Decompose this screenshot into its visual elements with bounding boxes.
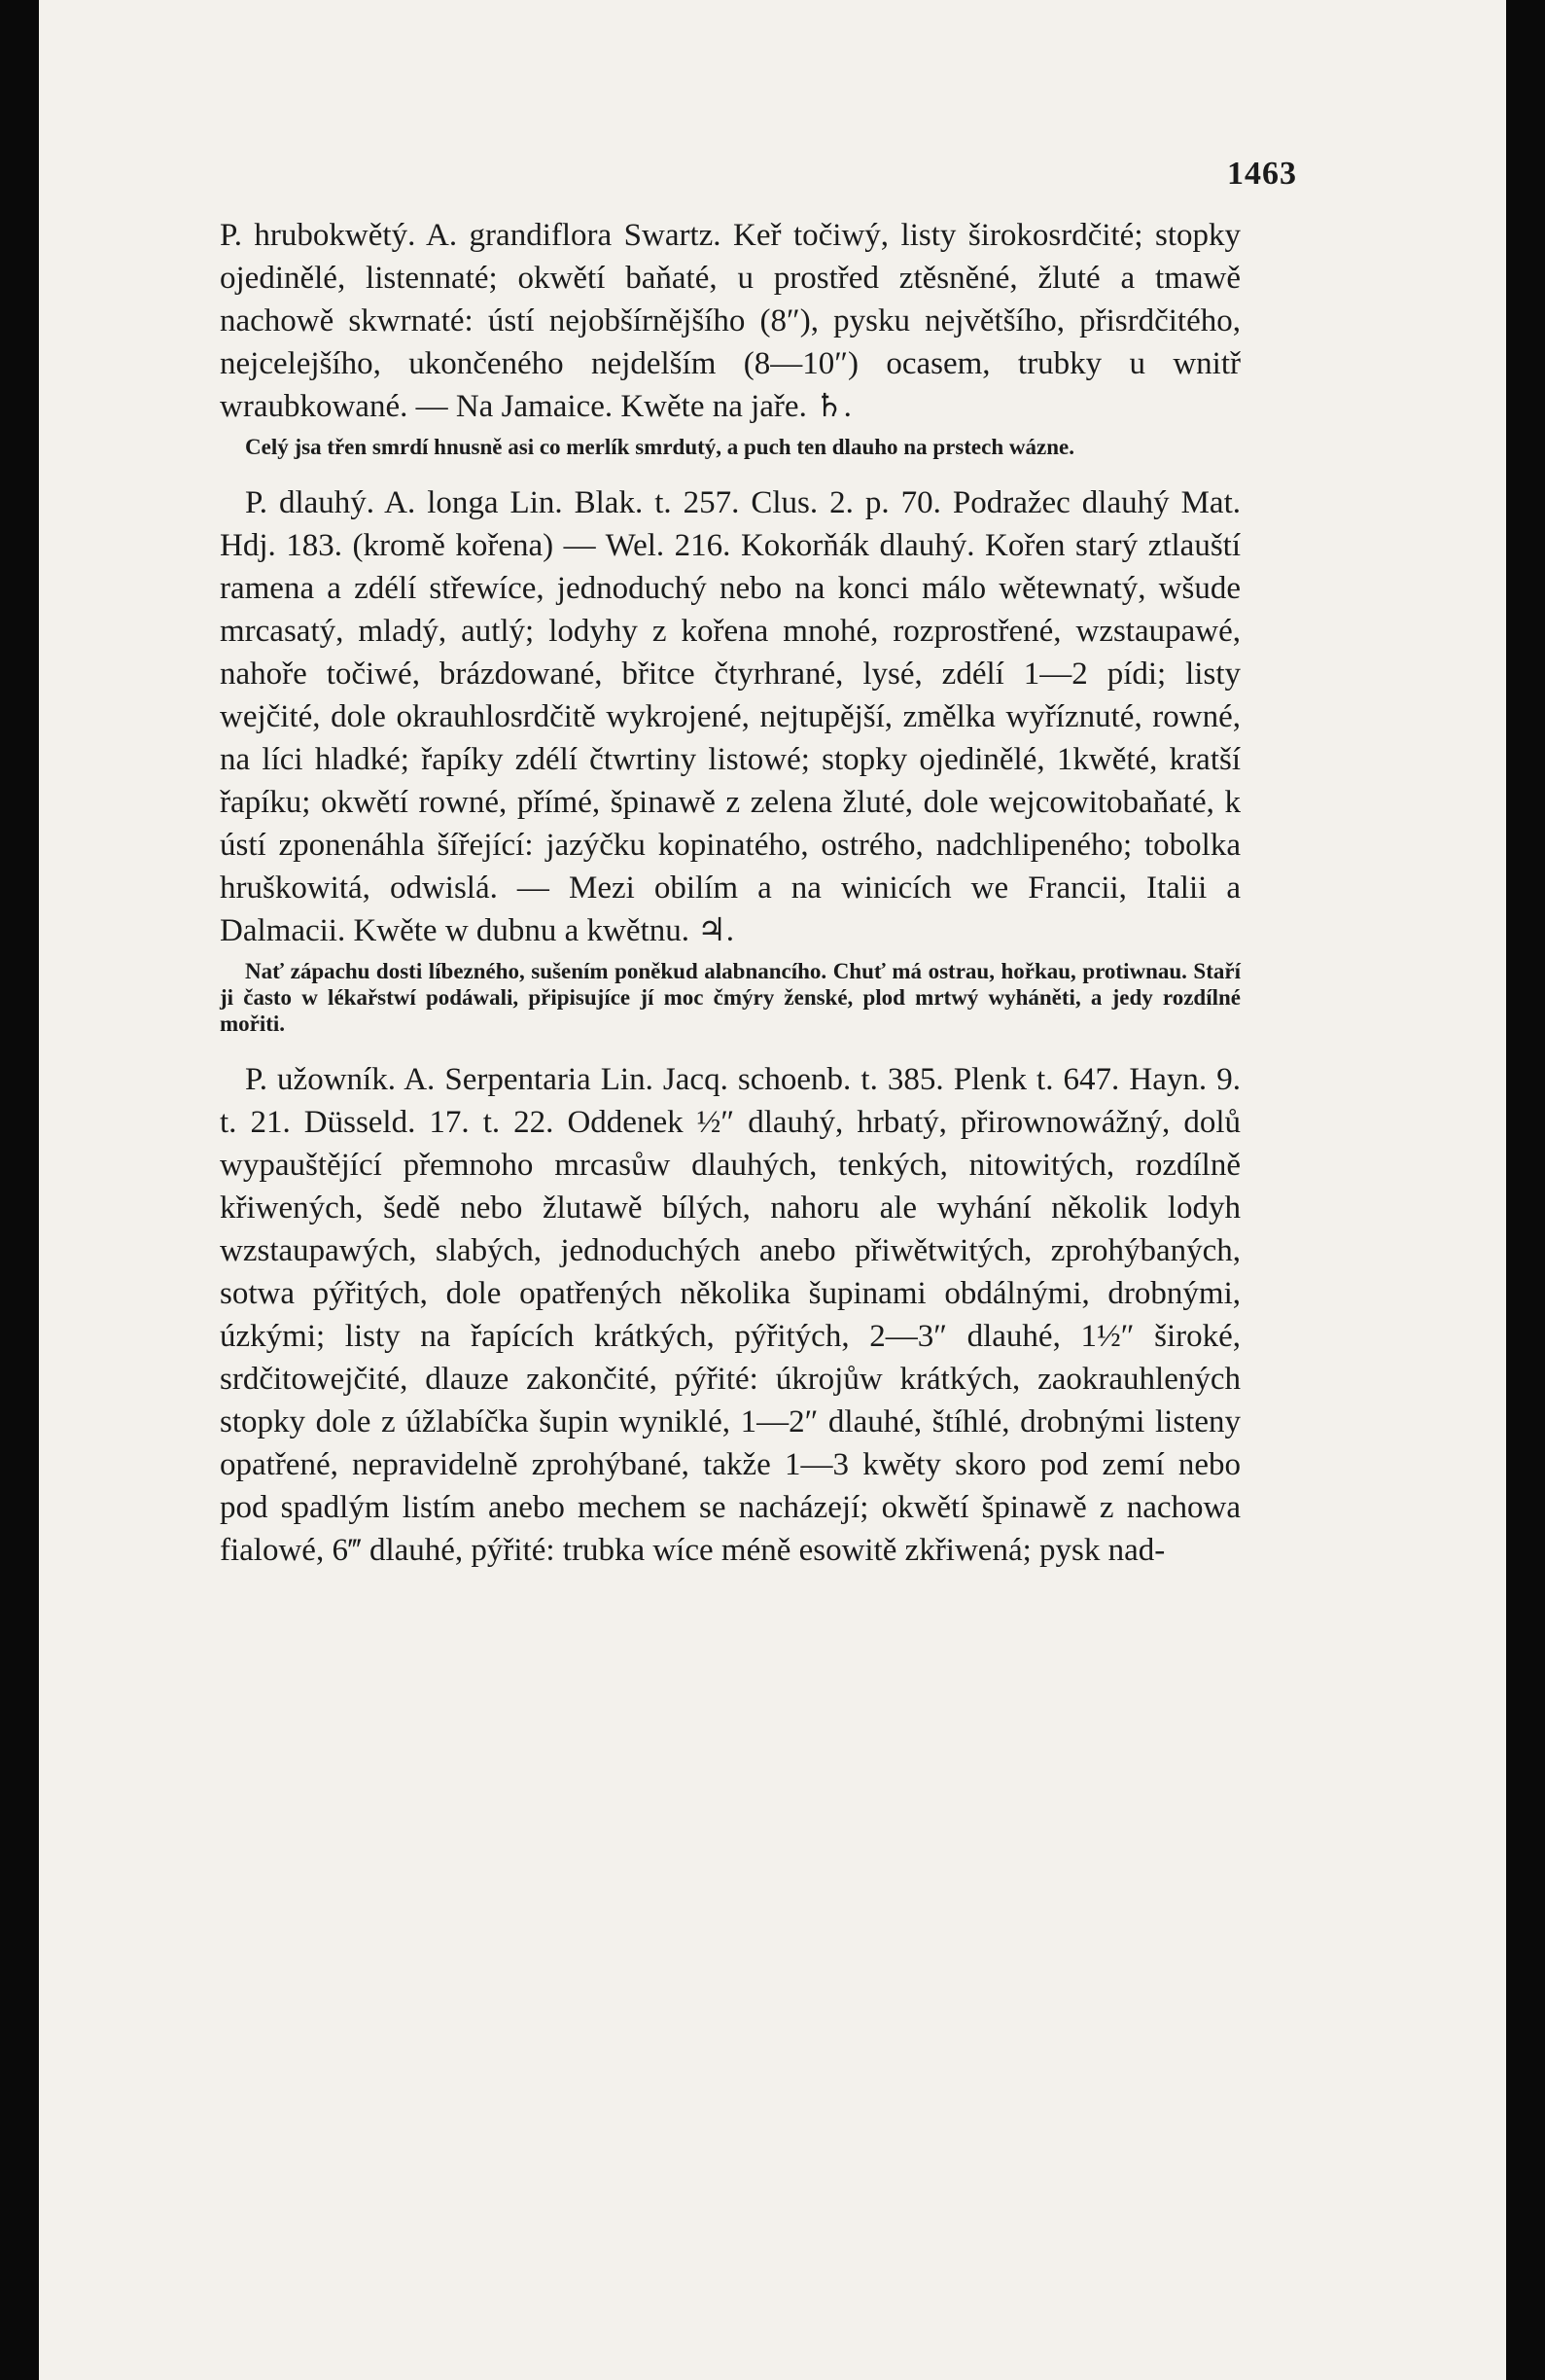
book-page	[39, 0, 1506, 2380]
entry-longa	[220, 481, 1241, 1037]
entry-note: Nať zápachu dosti líbezného, sušením poněkud alabnancího. Chuť má ostrau, hořkau, protiwnau. Staří ji často w lékařstwí podáwali, připisujíce jí moc čmýry ženské, plod mrtwý wyháněti, a jedy rozdílné mořiti.	[220, 959, 1241, 1036]
page-number: 1463	[1227, 156, 1297, 192]
entry-text: P. hrubokwětý. A. grandiflora Swartz. Keř točiwý, listy širokosrdčité; stopky ojedinělé, listennaté; okwětí baňaté, u prostřed ztěsněné, žluté a tmawě nachowě skwrnaté: ústí nejobšírnějšího (8″), pysku největšího, přisrdčitého, nejcelejšího, ukončeného nejdelším (8—10″) ocasem, trubky u wnitř wraubkowané. — Na Jamaice. Kwěte na jaře. ♄.	[220, 218, 1241, 424]
text-column	[220, 156, 1241, 1572]
entry-note: Celý jsa třen smrdí hnusně asi co merlík smrdutý, a puch ten dlauho na prstech wázne.	[245, 435, 1074, 459]
entry-text: P. užowník. A. Serpentaria Lin. Jacq. schoenb. t. 385. Plenk t. 647. Hayn. 9. t. 21. Düsseld. 17. t. 22. Oddenek ½″ dlauhý, hrbatý, přirownowážný, dolů wypauštějící přemnoho mrcasůw dlauhých, tenkých, nitowitých, rozdílně křiwených, šedě nebo žlutawě bílých, nahoru ale wyhání několik lodyh wzstaupawých, slabých, jednoduchých anebo přiwětwitých, zprohýbaných, sotwa pýřitých, dole opatřených několika šupinami obdálnými, drobnými, úzkými; listy na řapících krátkých, pýřitých, 2—3″ dlauhé, 1½″ široké, srdčitowejčité, dlauze zakončité, pýřité: úkrojůw krátkých, zaokrauhlených stopky dole z úžlabíčka šupin wyniklé, 1—2″ dlauhé, štíhlé, drobnými listeny opatřené, nepravidelně zprohýbané, takže 1—3 kwěty skoro pod zemí nebo pod spadlým listím anebo mechem se nacházejí; okwětí špinawě z nachowa fialowé, 6‴ dlauhé, pýřité: trubka wíce méně esowitě zkřiwená; pysk nad-	[220, 1062, 1241, 1568]
entry-grandiflora	[220, 156, 1241, 460]
entry-text: P. dlauhý. A. longa Lin. Blak. t. 257. Clus. 2. p. 70. Podražec dlauhý Mat. Hdj. 183. (kromě kořena) — Wel. 216. Kokorňák dlauhý. Kořen starý ztlauští ramena a zdélí střewíce, jednoduchý nebo na konci málo wětewnatý, wšude mrcasatý, mladý, autlý; lodyhy z kořena mnohé, rozprostřené, wzstaupawé, nahoře točiwé, brázdowané, břitce čtyrhrané, lysé, zdélí 1—2 pídi; listy wejčité, dole okrauhlosrdčitě wykrojené, nejtupější, změlka wyříznuté, rowné, na líci hladké; řapíky zdélí čtwrtiny listowé; stopky ojedinělé, 1kwěté, kratší řapíku; okwětí rowné, přímé, špinawě z zelena žluté, dole wejcowitobaňaté, k ústí zponenáhla šířející: jazýčku kopinatého, ostrého, nadchlipeného; tobolka hruškowitá, odwislá. — Mezi obilím a na winicích we Francii, Italii a Dalmacii. Kwěte w dubnu a kwětnu. ♃.	[220, 485, 1241, 948]
entry-serpentaria	[220, 1058, 1241, 1572]
